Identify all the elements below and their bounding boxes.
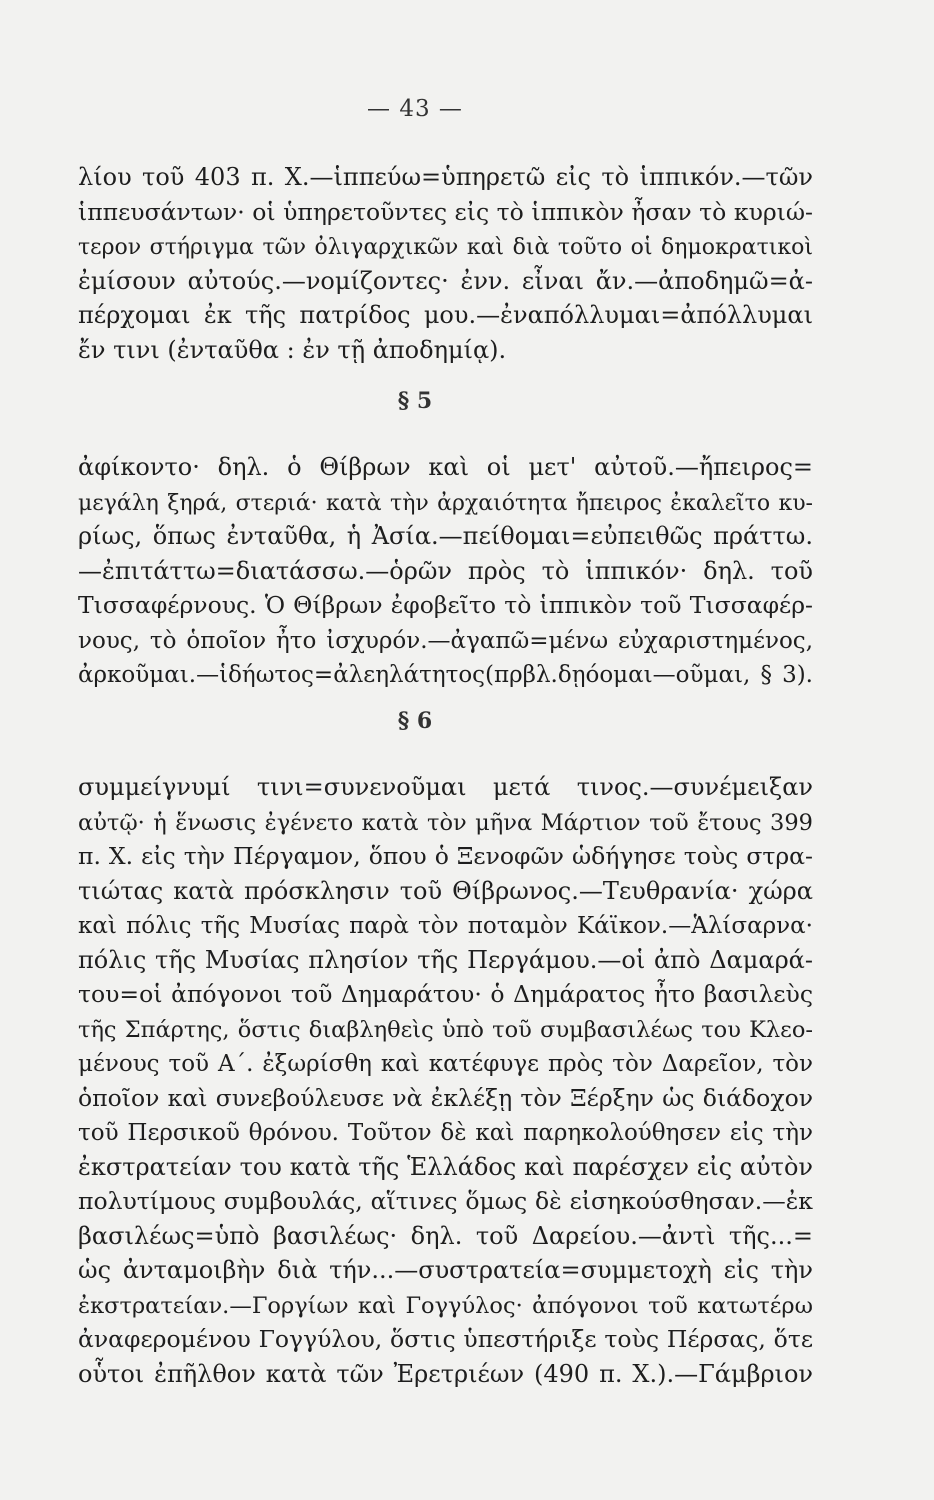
text-line: ὁποῖον καὶ συνεβούλευσε νὰ ἐκλέξῃ τὸν Ξέρξην ὡς διάδοχον — [78, 1083, 813, 1112]
text-line: τῆς Σπάρτης, ὅστις διαβληθεὶς ὑπὸ τοῦ συμβασιλέως του Κλεο- — [78, 1016, 813, 1043]
text-line: —ἐπιτάττω=διατάσσω.—ὁρῶν πρὸς τὸ ἱππικόν· δηλ. τοῦ — [78, 556, 813, 585]
text-line: πέρχομαι ἐκ τῆς πατρίδος μου.—ἐναπόλλυμαι=ἀπόλλυμαι — [78, 301, 813, 329]
paragraph-section-4-notes — [78, 160, 813, 367]
text-line: πόλις τῆς Μυσίας πλησίον τῆς Περγάμου.—οἱ ἀπὸ Δαμαρά- — [78, 945, 813, 974]
section-heading-6: § 6 — [397, 708, 433, 734]
text-line: συμμείγνυμί τινι=συνενοῦμαι μετά τινος.—συνέμειξαν — [78, 773, 813, 801]
text-line: βασιλέως=ὑπὸ βασιλέως· δηλ. τοῦ Δαρείου.—ἀντὶ τῆς...= — [78, 1221, 813, 1250]
text-line: μένους τοῦ Α΄. ἐξωρίσθη καὶ κατέφυγε πρὸς τὸν Δαρεῖον, τὸν — [78, 1051, 813, 1077]
text-line: ἐκστρατείαν.—Γοργίων καὶ Γογγύλος· ἀπόγονοι τοῦ κατωτέρω — [78, 1292, 813, 1319]
text-line: ἱππευσάντων· οἱ ὑπηρετοῦντες εἰς τὸ ἱππικὸν ἦσαν τὸ κυριώ- — [78, 197, 813, 226]
text-line: ἀρκοῦμαι.—ἱδήωτος=ἀλεηλάτητος(πρβλ.δῃόομαι—οῦμαι, § 3). — [78, 662, 813, 688]
text-line: τερον στήριγμα τῶν ὀλιγαρχικῶν καὶ διὰ τοῦτο οἱ δημοκρατικοὶ — [78, 235, 813, 260]
text-line: ἐκστρατείαν του κατὰ τῆς Ἑλλάδος καὶ παρέσχεν εἰς αὐτὸν — [78, 1152, 813, 1181]
text-line: ρίως, ὅπως ἐνταῦθα, ἡ Ἀσία.—πείθομαι=εὐπειθῶς πράττω. — [78, 522, 813, 550]
text-line: τοῦ Περσικοῦ θρόνου. Τοῦτον δὲ καὶ παρηκολούθησεν εἰς τὴν — [78, 1120, 813, 1146]
text-line: π. Χ. εἰς τὴν Πέργαμον, ὅπου ὁ Ξενοφῶν ὡδήγησε τοὺς στρα- — [78, 842, 813, 870]
text-line: τιώτας κατὰ πρόσκλησιν τοῦ Θίβρωνος.—Τευθρανία· χώρα — [78, 876, 813, 905]
section-heading-5: § 5 — [397, 388, 433, 414]
text-line: οὗτοι ἐπῆλθον κατὰ τῶν Ἐρετριέων (490 π. Χ.).—Γάμβριον — [78, 1359, 813, 1388]
text-line: ἀναφερομένου Γογγύλου, ὅστις ὑπεστήριξε τοὺς Πέρσας, ὅτε — [78, 1325, 813, 1353]
text-line: πολυτίμους συμβουλάς, αἵτινες ὅμως δὲ εἰσηκούσθησαν.—ἐκ — [78, 1187, 813, 1215]
text-line: ἐμίσουν αὐτούς.—νομίζοντες· ἐνν. εἶναι ἄν.—ἀποδημῶ=ἀ- — [78, 266, 813, 295]
text-line: Τισσαφέρνους. Ὁ Θίβρων ἐφοβεῖτο τὸ ἱππικὸν τοῦ Τισσαφέρ- — [78, 591, 813, 619]
paragraph-section-6-notes — [78, 770, 813, 1391]
page-number: — 43 — — [367, 96, 463, 122]
text-line: αὐτῷ· ἡ ἕνωσις ἐγένετο κατὰ τὸν μῆνα Μάρτιον τοῦ ἔτους 399 — [78, 809, 813, 836]
text-line: μεγάλη ξηρά, στεριά· κατὰ τὴν ἀρχαιότητα ἤπειρος ἐκαλεῖτο κυ- — [78, 490, 813, 516]
text-line: του=οἱ ἀπόγονοι τοῦ Δημαράτου· ὁ Δημάρατος ἦτο βασιλεὺς — [78, 980, 813, 1008]
text-line: νους, τὸ ὁποῖον ἦτο ἰσχυρόν.—ἀγαπῶ=μένω εὐχαριστημένος, — [78, 627, 813, 654]
text-line: λίου τοῦ 403 π. Χ.—ἱππεύω=ὑπηρετῶ εἰς τὸ ἱππικόν.—τῶν — [78, 163, 813, 191]
text-line: καὶ πόλις τῆς Μυσίας παρὰ τὸν ποταμὸν Κάϊκον.—Ἁλίσαρνα· — [78, 913, 813, 939]
text-line: ἀφίκοντο· δηλ. ὁ Θίβρων καὶ οἱ μετ' αὐτοῦ.—ἤπειρος= — [78, 453, 813, 481]
text-line: ὡς ἀνταμοιβὴν διὰ τήν...—συστρατεία=συμμετοχὴ εἰς τὴν — [78, 1256, 813, 1284]
paragraph-section-5-notes — [78, 450, 813, 692]
text-line: ἔν τινι (ἐνταῦθα : ἐν τῇ ἀποδημίᾳ). — [78, 335, 507, 364]
